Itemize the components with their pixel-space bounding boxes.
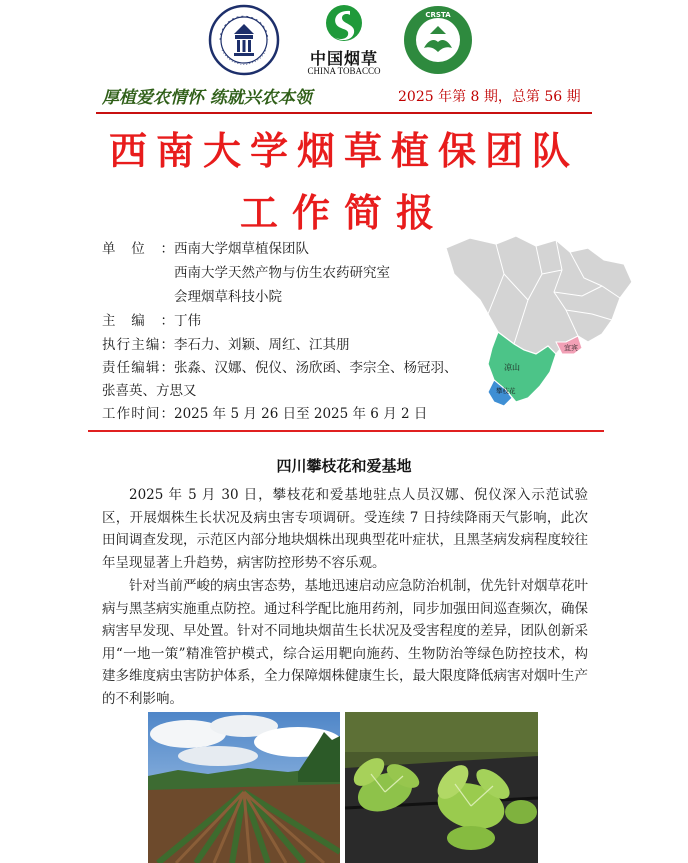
editor-name: 丁伟 <box>174 313 201 329</box>
resp-editor-names: 张淼、汉娜、倪仪、汤欣函、李宗全、杨冠羽、 <box>174 360 458 376</box>
unit-label: 单位： <box>102 241 174 257</box>
map-label-yibin: 宜宾 <box>564 344 578 352</box>
work-time-label: 工作时间： <box>102 406 174 422</box>
sichuan-map <box>432 230 638 410</box>
unit-line: 会理烟草科技小院 <box>174 289 282 305</box>
resp-editor-row <box>102 359 458 377</box>
svg-text:CRSTA: CRSTA <box>425 11 451 19</box>
map-label-liangshan: 凉山 <box>504 363 520 372</box>
exec-editor-row <box>102 336 350 354</box>
article-paragraph: 2025 年 5 月 30 日，攀枝花和爱基地驻点人员汉娜、倪仪深入示范试验区，开展烟株生长状况及病虫害专项调研。受连续 7 日持续降雨天气影响，此次田间调查发现，示范区内部分地块烟株出现典型花叶症状，且黑茎病发病程度较往年呈现显著上升趋势，病害防控形势不容乐观。 <box>102 487 588 571</box>
unit-line: 西南大学烟草植保团队 <box>174 241 309 257</box>
section-divider <box>88 430 604 432</box>
work-time-value: 2025 年 5 月 26 日至 2025 年 6 月 2 日 <box>174 406 428 422</box>
section-heading: 四川攀枝花和爱基地 <box>276 457 412 475</box>
unit-line: 西南大学天然产物与仿生农药研究室 <box>174 265 390 281</box>
issue-number: 2025 年第 8 期，总第 56 期 <box>398 89 581 105</box>
resp-editor-names-cont: 张喜英、方思又 <box>102 383 197 399</box>
southwest-university-logo <box>208 4 280 76</box>
editor-label: 主编： <box>102 313 174 329</box>
header-divider <box>96 112 592 114</box>
editor-row <box>102 312 201 330</box>
china-tobacco-name: 中国烟草 <box>309 49 378 68</box>
article-paragraph: 针对当前严峻的病虫害态势，基地迅速启动应急防治机制，优先针对烟草花叶病与黑茎病实施重点防控。通过科学配比施用药剂，同步加强田间巡查频次，确保病害早发现、早处置。针对不同地块烟苗生长状况及受害程度的差异，团队创新采用“一地一策”精准管护模式，综合运用靶向施药、生物防治等绿色防控技术，构建多维度病虫害防护体系，全力保障烟株健康生长，最大限度降低病害对烟叶生产的不利影响。 <box>102 578 588 707</box>
page-subtitle: 工作简报 <box>239 190 448 235</box>
unit-row <box>102 240 309 258</box>
map-label-panzhihua: 攀枝花 <box>496 387 516 395</box>
work-time-row <box>102 405 427 423</box>
slogan: 厚植爱农情怀 练就兴农本领 <box>102 88 312 108</box>
crsta-logo <box>402 4 474 76</box>
resp-editor-label: 责任编辑： <box>102 360 174 376</box>
tobacco-plant-photo <box>345 712 538 863</box>
china-tobacco-name-en: CHINA TOBACCO <box>307 66 381 76</box>
exec-editor-names: 李石力、刘颖、周红、江其朋 <box>174 337 350 353</box>
exec-editor-label: 执行主编： <box>102 337 174 353</box>
china-tobacco-logo <box>300 2 388 74</box>
page-title: 西南大学烟草植保团队 <box>108 128 579 173</box>
field-landscape-photo <box>148 712 340 863</box>
